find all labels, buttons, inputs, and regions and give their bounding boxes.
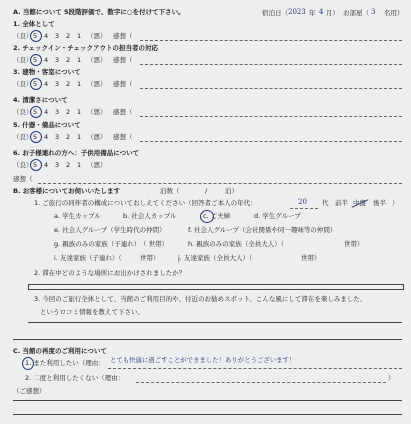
score-1[interactable]: 1 bbox=[77, 108, 82, 116]
option-f[interactable]: f. 社会人グループ（会社関係や同一趣味等の仲間） bbox=[188, 226, 337, 234]
rating-good-label: （良） bbox=[13, 161, 33, 169]
option-a[interactable]: a. 学生カップル bbox=[54, 212, 101, 220]
stay-date-label: 宿泊日（ bbox=[262, 9, 288, 17]
score-4[interactable]: 4 bbox=[44, 80, 49, 88]
month-label: 月） bbox=[326, 9, 339, 17]
comment-line bbox=[140, 88, 402, 89]
rating-bad-label: （悪） bbox=[87, 108, 107, 116]
score-3[interactable]: 3 bbox=[55, 161, 60, 169]
score-1[interactable]: 1 bbox=[77, 133, 82, 141]
selected-score-circle bbox=[30, 78, 42, 90]
room-suffix: 名用） bbox=[384, 9, 404, 17]
reason2-line bbox=[136, 382, 386, 383]
score-2[interactable]: 2 bbox=[66, 133, 71, 141]
room-label: お部屋（ bbox=[343, 9, 369, 17]
q2-answer-box[interactable] bbox=[28, 284, 404, 290]
option-c[interactable]: c. ご夫婦 bbox=[203, 212, 231, 220]
option-i[interactable]: i. 友達家族（子連れ）（ bbox=[54, 254, 122, 262]
score-5[interactable]: 5 bbox=[33, 32, 38, 40]
rating-good-label: （良） bbox=[13, 133, 33, 141]
reuse-option-1[interactable]: 1. また利用したい（理由： bbox=[25, 359, 105, 367]
reuse-reason-handwritten: とても快適に過ごすことができました！ありがとうございます！ bbox=[110, 356, 296, 364]
reason-line bbox=[108, 368, 402, 369]
score-5[interactable]: 5 bbox=[33, 56, 38, 64]
comment-label: 感想（ bbox=[113, 32, 133, 40]
age-unit: 代 bbox=[322, 199, 329, 207]
section-c-title: C. 当館の再度のご利用について bbox=[13, 347, 107, 355]
score-2[interactable]: 2 bbox=[66, 56, 71, 64]
rating-bad-label: （悪） bbox=[87, 133, 107, 141]
option-g-households: （ 世帯） bbox=[140, 240, 169, 248]
selected-option-circle bbox=[200, 210, 214, 223]
option-i-households: 世帯） bbox=[140, 254, 160, 262]
comment-label: 感想（ bbox=[113, 56, 133, 64]
age-first-half[interactable]: 前半 bbox=[335, 199, 348, 207]
score-4[interactable]: 4 bbox=[44, 56, 49, 64]
selected-score-circle bbox=[30, 131, 42, 143]
option-j-households: 世帯） bbox=[301, 254, 321, 262]
rating-good-label: （良） bbox=[13, 108, 33, 116]
score-3[interactable]: 3 bbox=[55, 56, 60, 64]
comment-line bbox=[38, 183, 402, 184]
score-2[interactable]: 2 bbox=[66, 80, 71, 88]
q3-label-cont: というロコミ情報を教えて下さい。 bbox=[40, 308, 144, 316]
age-second-half[interactable]: 後半 bbox=[373, 199, 386, 207]
score-4[interactable]: 4 bbox=[44, 108, 49, 116]
selected-score-circle bbox=[30, 106, 42, 118]
score-3[interactable]: 3 bbox=[55, 108, 60, 116]
nights-label: 泊数（ bbox=[160, 187, 180, 195]
score-5[interactable]: 5 bbox=[33, 161, 38, 169]
q3-answer-line bbox=[28, 322, 402, 323]
rating-bad-label: （悪） bbox=[87, 80, 107, 88]
comment-label: 感想（ bbox=[113, 133, 133, 141]
q2-label: 2. 滞在中どのような場所にお出かけされましたか？ bbox=[34, 269, 186, 277]
score-2[interactable]: 2 bbox=[66, 32, 71, 40]
score-3[interactable]: 3 bbox=[55, 80, 60, 88]
selected-score-circle bbox=[30, 30, 42, 42]
nights-separator: / bbox=[205, 187, 208, 195]
selected-score-circle bbox=[30, 54, 42, 66]
rating-title: 6. お子様連れの方へ：子供用備品について bbox=[13, 149, 140, 157]
score-4[interactable]: 4 bbox=[44, 32, 49, 40]
age-mid[interactable]: 中盤 bbox=[353, 199, 366, 207]
rating-good-label: （良） bbox=[13, 32, 33, 40]
divider-line bbox=[13, 339, 402, 340]
room-number: 3 bbox=[371, 8, 376, 16]
score-4[interactable]: 4 bbox=[44, 161, 49, 169]
score-5[interactable]: 5 bbox=[33, 108, 38, 116]
comments-label: （ご感想） bbox=[13, 387, 46, 395]
comment-line bbox=[140, 141, 402, 142]
reuse-option-2-close: ） bbox=[388, 374, 395, 382]
option-b[interactable]: b. 社会人カップル bbox=[123, 212, 177, 220]
section-b-title: B. お客様についてお伺いいたします bbox=[13, 187, 121, 195]
q1-close: ） bbox=[392, 199, 399, 207]
score-3[interactable]: 3 bbox=[55, 32, 60, 40]
comment-line bbox=[140, 40, 402, 41]
age-value: 20 bbox=[298, 198, 307, 206]
score-1[interactable]: 1 bbox=[77, 56, 82, 64]
score-1[interactable]: 1 bbox=[77, 161, 82, 169]
comment-label: 感想（ bbox=[13, 175, 33, 183]
age-line bbox=[290, 208, 318, 209]
score-1[interactable]: 1 bbox=[77, 80, 82, 88]
rating-bad-label: （悪） bbox=[87, 56, 107, 64]
nights-suffix: 泊） bbox=[225, 187, 238, 195]
score-5[interactable]: 5 bbox=[33, 133, 38, 141]
rating-title: 2. チェックイン・チェックアウトの担当者の対応 bbox=[13, 44, 159, 52]
option-h[interactable]: h. 親族のみの家族（全員大人）（ bbox=[188, 240, 285, 248]
rating-title: 1. 全体として bbox=[13, 20, 55, 28]
comments-line bbox=[13, 400, 402, 401]
selected-score-circle bbox=[30, 159, 42, 171]
reuse-option-2[interactable]: 2. 二度と利用したくない（理由： bbox=[25, 374, 125, 382]
rating-title: 5. 什器・備品について bbox=[13, 121, 81, 129]
stay-year-value: 2023 bbox=[288, 8, 306, 16]
comment-label: 感想（ bbox=[113, 108, 133, 116]
year-label: 年 bbox=[309, 9, 316, 17]
score-3[interactable]: 3 bbox=[55, 133, 60, 141]
rating-title: 3. 建物・客室について bbox=[13, 68, 81, 76]
score-4[interactable]: 4 bbox=[44, 133, 49, 141]
score-2[interactable]: 2 bbox=[66, 161, 71, 169]
option-g[interactable]: g. 親族のみの家族（子連れ） bbox=[54, 240, 141, 248]
section-a-title: A. 当館について 5段階評価で、数字に○を付けて下さい。 bbox=[13, 8, 185, 16]
selected-reuse-circle bbox=[22, 357, 34, 370]
option-h-households: 世帯） bbox=[344, 240, 364, 248]
rating-bad-label: （悪） bbox=[87, 161, 107, 169]
comment-label: 感想（ bbox=[113, 80, 133, 88]
rating-good-label: （良） bbox=[13, 56, 33, 64]
rating-good-label: （良） bbox=[13, 80, 33, 88]
rating-title: 4. 清潔さについて bbox=[13, 96, 68, 104]
comment-line bbox=[140, 116, 402, 117]
q3-label: 3. 今回のご旅行全体として、当館のご利用目的や、付近のお勧めスポット、こんな風にして滞在を楽しみました、 bbox=[34, 295, 367, 303]
stay-month-value: 4 bbox=[319, 8, 324, 16]
comment-line bbox=[140, 64, 402, 65]
score-1[interactable]: 1 bbox=[77, 32, 82, 40]
score-2[interactable]: 2 bbox=[66, 108, 71, 116]
option-e[interactable]: e. 社会人グループ（学生時代の仲間） bbox=[54, 226, 166, 234]
option-d[interactable]: d. 学生グループ bbox=[254, 212, 301, 220]
rating-bad-label: （悪） bbox=[87, 32, 107, 40]
comments-line-2 bbox=[13, 414, 402, 415]
score-5[interactable]: 5 bbox=[33, 80, 38, 88]
q1-label: 1. ご旅行の同伴者の構成についておしえてください（回答者ご本人の年代： bbox=[34, 199, 257, 207]
option-j[interactable]: j. 友達家族（全員大人）（ bbox=[178, 254, 253, 262]
